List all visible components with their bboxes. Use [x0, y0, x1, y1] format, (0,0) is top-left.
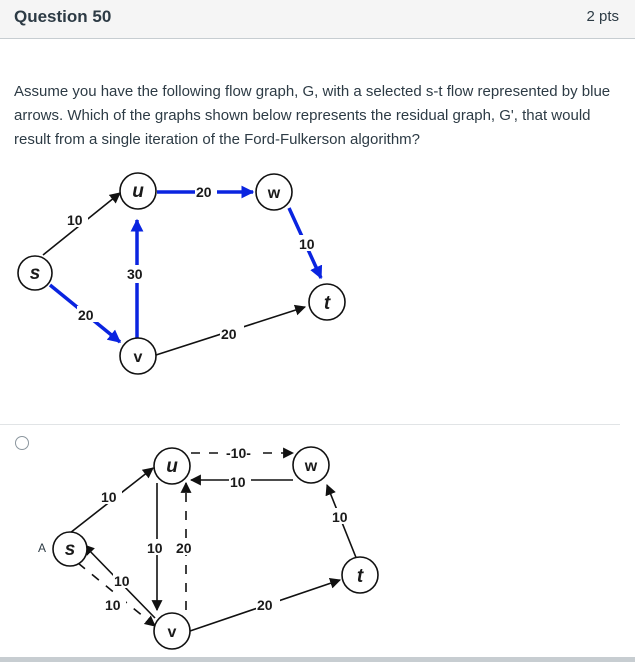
res-label-t-w: 10 [332, 509, 348, 525]
svg-text:w: w [304, 458, 318, 475]
res-label-v-s: 10 [114, 573, 130, 589]
node-s [18, 256, 52, 290]
bottom-bar [0, 657, 635, 662]
label-v-u: 30 [127, 266, 143, 282]
label-s-u: 10 [67, 212, 83, 228]
res-label-v-u-dashed: 20 [176, 540, 192, 556]
svg-text:s: s [29, 263, 41, 284]
svg-text:v: v [167, 624, 177, 641]
svg-text:v: v [133, 349, 143, 366]
svg-text:w: w [267, 185, 281, 202]
res-label-v-t: 20 [257, 597, 273, 613]
residual-graph-option [0, 420, 635, 660]
svg-text:u: u [166, 456, 178, 477]
question-points: 2 pts [586, 8, 619, 25]
res-node-w [293, 447, 329, 483]
label-w-t: 10 [299, 236, 315, 252]
svg-text:t: t [356, 566, 364, 587]
res-label-s-u: 10 [101, 489, 117, 505]
res-node-u [154, 448, 190, 484]
question-prompt: Assume you have the following flow graph, G, with a selected s-t flow represented by blue arrows. Which of the graphs shown below represents the residual graph, G', that would result from a single iteration of the Ford-Fulkerson algorithm? [14, 83, 611, 148]
node-w [256, 174, 292, 210]
res-label-u-v: 10 [147, 540, 163, 556]
svg-text:s: s [64, 539, 76, 560]
svg-text:t: t [323, 293, 331, 314]
label-s-v: 20 [78, 307, 94, 323]
res-label-w-u: 10 [230, 474, 246, 490]
node-t [309, 284, 345, 320]
node-v [120, 338, 156, 374]
res-node-t [342, 557, 378, 593]
node-u [120, 173, 156, 209]
label-v-t: 20 [221, 326, 237, 342]
svg-text:u: u [132, 181, 144, 202]
res-node-s [53, 532, 87, 566]
res-label-u-w-dashed: -10- [226, 445, 251, 461]
question-title: Question 50 [14, 7, 112, 26]
answer-letter: A [38, 541, 47, 555]
label-u-w: 20 [196, 184, 212, 200]
res-node-v [154, 613, 190, 649]
res-label-s-v-dashed: 10 [105, 597, 121, 613]
